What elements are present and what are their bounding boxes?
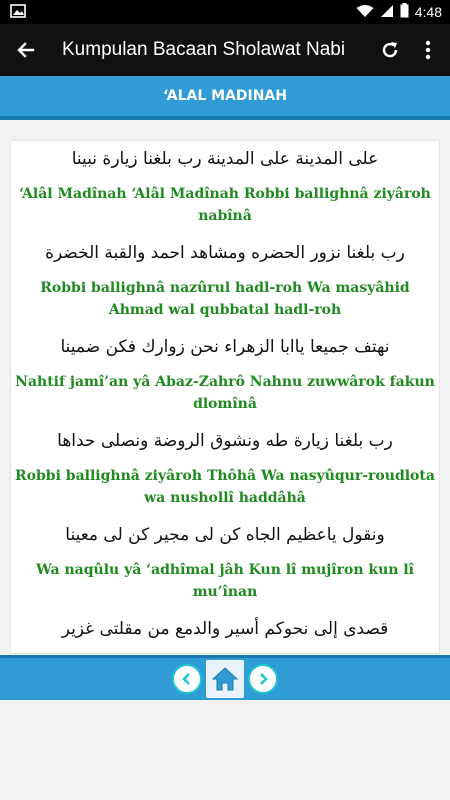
section-title-bar (0, 76, 450, 120)
latin-line: ‘Alâl Madînah ‘Alâl Madînah Robbi ballighnâ ziyâroh nabînâ (19, 186, 431, 224)
app-title: Kumpulan Bacaan Sholawat Nabi (62, 39, 346, 60)
arabic-line: ونقول ياعظيم الجاه كن لى مجير كن لى معينا (65, 525, 385, 545)
arabic-line: رب بلغنا زيارة طه ونشوق الروضة ونصلى حداها (57, 431, 393, 451)
next-button[interactable] (248, 664, 278, 694)
arabic-line: قصدى إلى نحوكم أسير والدمع من مقلتى غزير (61, 619, 389, 639)
latin-line: Robbi ballighnâ ziyâroh Thôhâ Wa nasyûqur-roudlota wa nushollî haddâhâ (15, 468, 435, 506)
verse-item (11, 429, 439, 509)
status-bar (0, 0, 450, 24)
status-time: 4:48 (414, 4, 442, 20)
chevron-right-icon (256, 672, 270, 686)
wifi-icon (356, 4, 374, 21)
refresh-icon[interactable] (376, 36, 404, 64)
verse-item (11, 241, 439, 321)
verse-item (11, 523, 439, 603)
home-button[interactable] (206, 660, 244, 698)
verse-item (11, 335, 439, 415)
notification-image-icon (10, 4, 26, 21)
latin-line: Robbi ballighnâ nazûrul hadl-roh Wa masyâhid Ahmad wal qubbatal hadl-roh (40, 280, 410, 318)
lyrics-content[interactable] (11, 141, 439, 653)
latin-line: Nahtif jamî’an yâ Abaz-Zahrô Nahnu zuwwârok fakun dlomînâ (15, 374, 435, 412)
latin-line: Wa naqûlu yâ ‘adhîmal jâh Kun lî mujîron kun lî mu’înan (36, 562, 414, 600)
battery-icon (400, 3, 409, 21)
blank-area (0, 700, 450, 800)
chevron-left-icon (180, 672, 194, 686)
overflow-menu-icon[interactable] (414, 36, 442, 64)
arabic-line: على المدينة على المدينة رب بلغنا زيارة نبينا (71, 149, 379, 169)
arabic-line: رب بلغنا نزور الحضره ومشاهد احمد والقبة الخضرة (45, 243, 405, 263)
home-icon (211, 666, 239, 692)
signal-icon (380, 4, 394, 21)
bottom-navigation (0, 655, 450, 700)
previous-button[interactable] (172, 664, 202, 694)
verse-item (11, 147, 439, 227)
section-title: ‘ALAL MADINAH (163, 88, 287, 104)
back-arrow-icon[interactable] (12, 36, 40, 64)
arabic-line: نهتف جميعا ياابا الزهراء نحن زوارك فكن ضمينا (60, 337, 390, 357)
app-bar (0, 24, 450, 76)
